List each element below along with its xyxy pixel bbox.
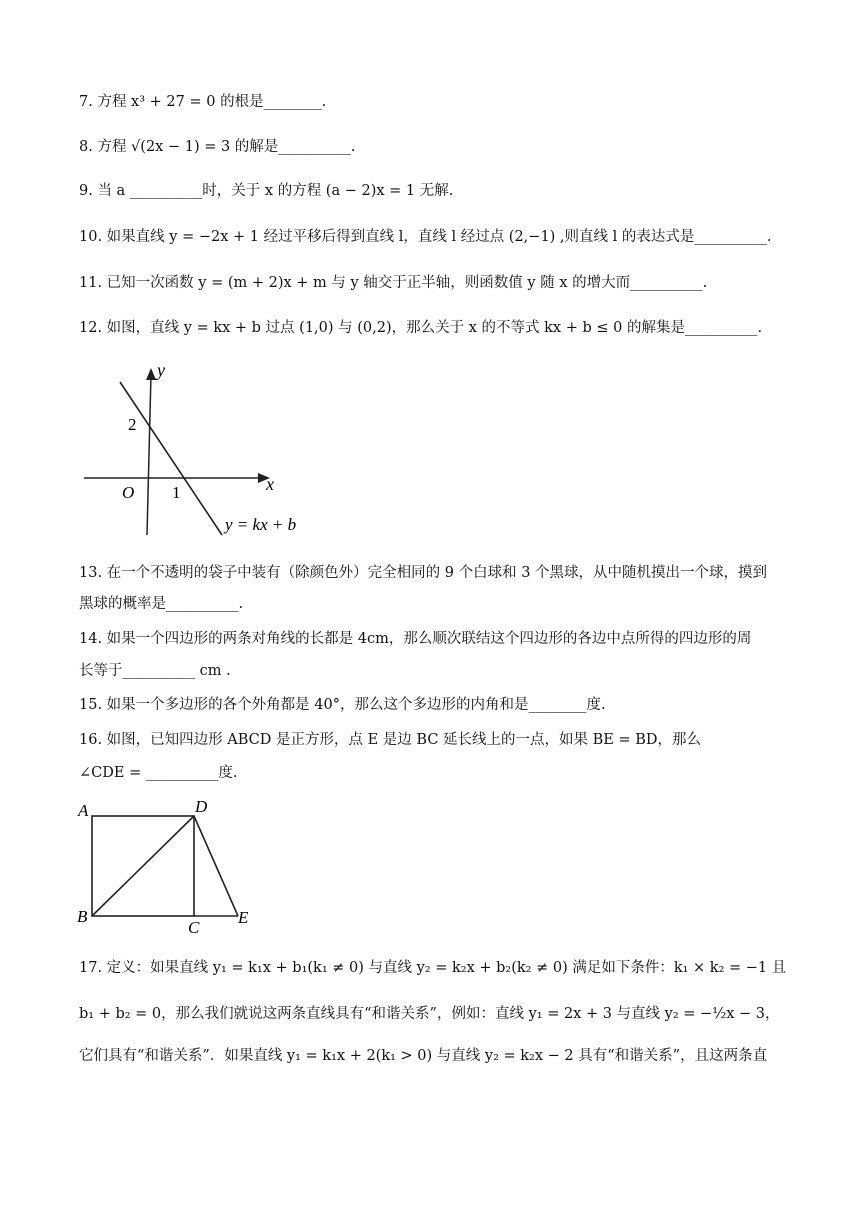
label-a: A	[78, 801, 89, 820]
label-e: E	[238, 908, 249, 927]
segment-de	[194, 816, 238, 916]
question-15: 15. 如果一个多边形的各个外角都是 40°，那么这个多边形的内角和是________度.	[79, 697, 606, 713]
graph-q12	[80, 360, 310, 545]
axis-label-y: y	[157, 360, 165, 380]
axis-label-x: x	[266, 474, 274, 494]
question-17-line3: 它们具有“和谐关系”．如果直线 y₁ = k₁x + 2(k₁ > 0) 与直线 y₂ = k₂x − 2 具有“和谐关系”，且这两条直	[79, 1048, 768, 1064]
question-13-line1: 13. 在一个不透明的袋子中装有（除颜色外）完全相同的 9 个白球和 3 个黑球，从中随机摸出一个球，摸到	[79, 565, 768, 581]
question-11: 11. 已知一次函数 y = (m + 2)x + m 与 y 轴交于正半轴，则函数值 y 随 x 的增大而__________.	[79, 275, 708, 291]
question-17-line1: 17. 定义：如果直线 y₁ = k₁x + b₁(k₁ ≠ 0) 与直线 y₂ = k₂x + b₂(k₂ ≠ 0) 满足如下条件：k₁ × k₂ = −1 且	[79, 960, 787, 976]
tick-label-y: 2	[128, 415, 137, 434]
graph-line	[120, 382, 222, 535]
question-8: 8. 方程 √(2x − 1) = 3 的解是__________.	[79, 139, 356, 155]
square-figure-q16	[74, 796, 264, 936]
question-14-line2: 长等于__________ cm .	[79, 663, 231, 679]
question-16-line2: ∠CDE = __________度.	[79, 765, 238, 781]
y-axis	[147, 374, 151, 535]
question-9: 9. 当 a __________时，关于 x 的方程 (a − 2)x = 1 无解.	[79, 183, 454, 199]
label-c: C	[188, 918, 200, 936]
question-13-line2: 黑球的概率是__________.	[79, 596, 244, 612]
tick-label-x: 1	[172, 483, 181, 502]
question-17-line2: b₁ + b₂ = 0，那么我们就说这两条直线具有“和谐关系”，例如：直线 y₁ = 2x + 3 与直线 y₂ = −½x − 3，	[79, 1006, 780, 1022]
question-10: 10. 如果直线 y = −2x + 1 经过平移后得到直线 l，直线 l 经过点 (2,−1) ,则直线 l 的表达式是__________.	[79, 229, 772, 245]
label-b: B	[77, 907, 88, 926]
question-12: 12. 如图，直线 y = kx + b 过点 (1,0) 与 (0,2)，那么关于 x 的不等式 kx + b ≤ 0 的解集是__________.	[79, 320, 763, 336]
question-7: 7. 方程 x³ + 27 = 0 的根是________.	[79, 94, 327, 110]
line-label: y = kx + b	[225, 515, 297, 534]
label-d: D	[195, 797, 208, 816]
question-14-line1: 14. 如果一个四边形的两条对角线的长都是 4cm，那么顺次联结这个四边形的各边中点所得的四边形的周	[79, 631, 752, 647]
origin-label: O	[122, 483, 135, 502]
y-axis-arrow	[146, 368, 156, 380]
question-16-line1: 16. 如图，已知四边形 ABCD 是正方形，点 E 是边 BC 延长线上的一点，如果 BE = BD，那么	[79, 732, 702, 748]
diagonal-bd	[92, 816, 194, 916]
